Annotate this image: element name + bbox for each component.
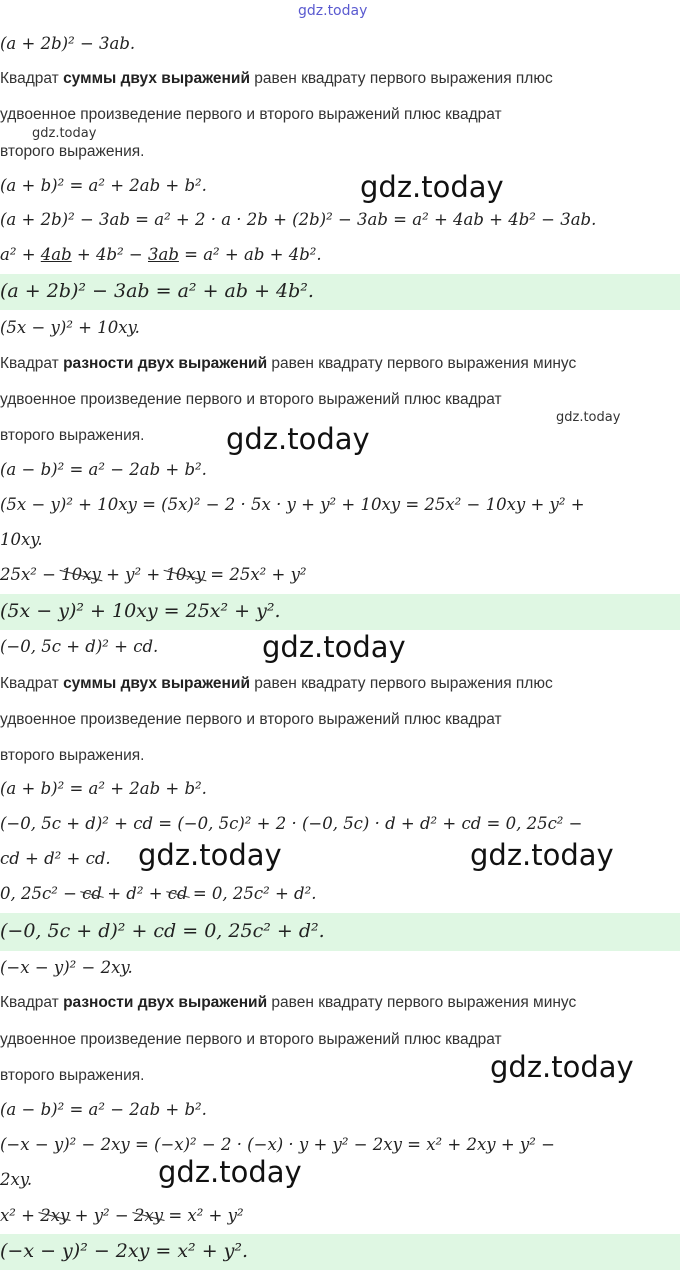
problem-1-simplify: a² + 4ab + 4b² − 3ab = a² + ab + 4b².	[0, 245, 322, 264]
problem-3-task: (−0, 5c + d)² + cd.	[0, 637, 159, 656]
problem-1-answer: (a + 2b)² − 3ab = a² + ab + 4b².	[0, 280, 314, 302]
problem-4-expand-line2: 2xy.	[0, 1170, 33, 1189]
problem-4-answer: (−x − y)² − 2xy = x² + y².	[0, 1240, 249, 1262]
watermark: gdz.today	[262, 630, 406, 664]
formula-sum: (a + b)² = a² + 2ab + b².	[0, 779, 207, 798]
problem-3-expand-line2: cd + d² + cd.	[0, 849, 111, 868]
problem-1-task: (a + 2b)² − 3ab.	[0, 34, 136, 53]
problem-2-answer-box	[0, 594, 680, 630]
rule-sum-line2: удвоенное произведение первого и второго выражений плюс квадрат	[0, 106, 502, 123]
problem-4-expand-line1: (−x − y)² − 2xy = (−x)² − 2 · (−x) · y + y² − 2xy = x² + 2xy + y² −	[0, 1135, 555, 1154]
watermark: gdz.today	[490, 1050, 634, 1084]
problem-1-answer-box	[0, 274, 680, 310]
watermark: gdz.today	[298, 3, 368, 19]
problem-2-task: (5x − y)² + 10xy.	[0, 318, 140, 337]
problem-4-simplify: x² + 2xy + y² − 2xy = x² + y²	[0, 1206, 244, 1225]
problem-4-answer-box	[0, 1234, 680, 1270]
problem-3-simplify: 0, 25c² − cd + d² + cd = 0, 25c² + d².	[0, 884, 317, 903]
problem-2-answer: (5x − y)² + 10xy = 25x² + y².	[0, 600, 281, 622]
rule-sum-line3: второго выражения.	[0, 747, 145, 764]
rule-sum-line1: Квадрат суммы двух выражений равен квадрату первого выражения плюс	[0, 675, 553, 692]
rule-diff-line1: Квадрат разности двух выражений равен квадрату первого выражения минус	[0, 355, 577, 372]
watermark: gdz.today	[226, 422, 370, 456]
rule-sum-line2: удвоенное произведение первого и второго выражений плюс квадрат	[0, 711, 502, 728]
watermark: gdz.today	[556, 410, 621, 425]
formula-sum: (a + b)² = a² + 2ab + b².	[0, 176, 207, 195]
watermark: gdz.today	[138, 838, 282, 872]
watermark: gdz.today	[360, 170, 504, 204]
watermark: gdz.today	[470, 838, 614, 872]
rule-diff-line3: второго выражения.	[0, 427, 145, 444]
problem-2-expand-line2: 10xy.	[0, 530, 43, 549]
problem-3-answer: (−0, 5c + d)² + cd = 0, 25c² + d².	[0, 920, 325, 942]
rule-sum-line1: Квадрат суммы двух выражений равен квадрату первого выражения плюс	[0, 70, 553, 87]
formula-diff: (a − b)² = a² − 2ab + b².	[0, 1100, 207, 1119]
problem-1-expand: (a + 2b)² − 3ab = a² + 2 · a · 2b + (2b)² − 3ab = a² + 4ab + 4b² − 3ab.	[0, 210, 597, 229]
problem-4-task: (−x − y)² − 2xy.	[0, 958, 133, 977]
rule-diff-line2: удвоенное произведение первого и второго выражений плюс квадрат	[0, 391, 502, 408]
formula-diff: (a − b)² = a² − 2ab + b².	[0, 460, 207, 479]
rule-diff-line3: второго выражения.	[0, 1067, 145, 1084]
rule-diff-line2: удвоенное произведение первого и второго выражений плюс квадрат	[0, 1031, 502, 1048]
problem-2-simplify: 25x² − 10xy + y² + 10xy = 25x² + y²	[0, 565, 307, 584]
problem-2-expand-line1: (5x − y)² + 10xy = (5x)² − 2 · 5x · y + y² + 10xy = 25x² − 10xy + y² +	[0, 495, 585, 514]
problem-3-answer-box	[0, 913, 680, 951]
watermark: gdz.today	[32, 126, 97, 141]
watermark: gdz.today	[158, 1155, 302, 1189]
rule-sum-line3: второго выражения.	[0, 143, 145, 160]
rule-diff-line1: Квадрат разности двух выражений равен квадрату первого выражения минус	[0, 994, 577, 1011]
problem-3-expand-line1: (−0, 5c + d)² + cd = (−0, 5c)² + 2 · (−0, 5c) · d + d² + cd = 0, 25c² −	[0, 814, 583, 833]
